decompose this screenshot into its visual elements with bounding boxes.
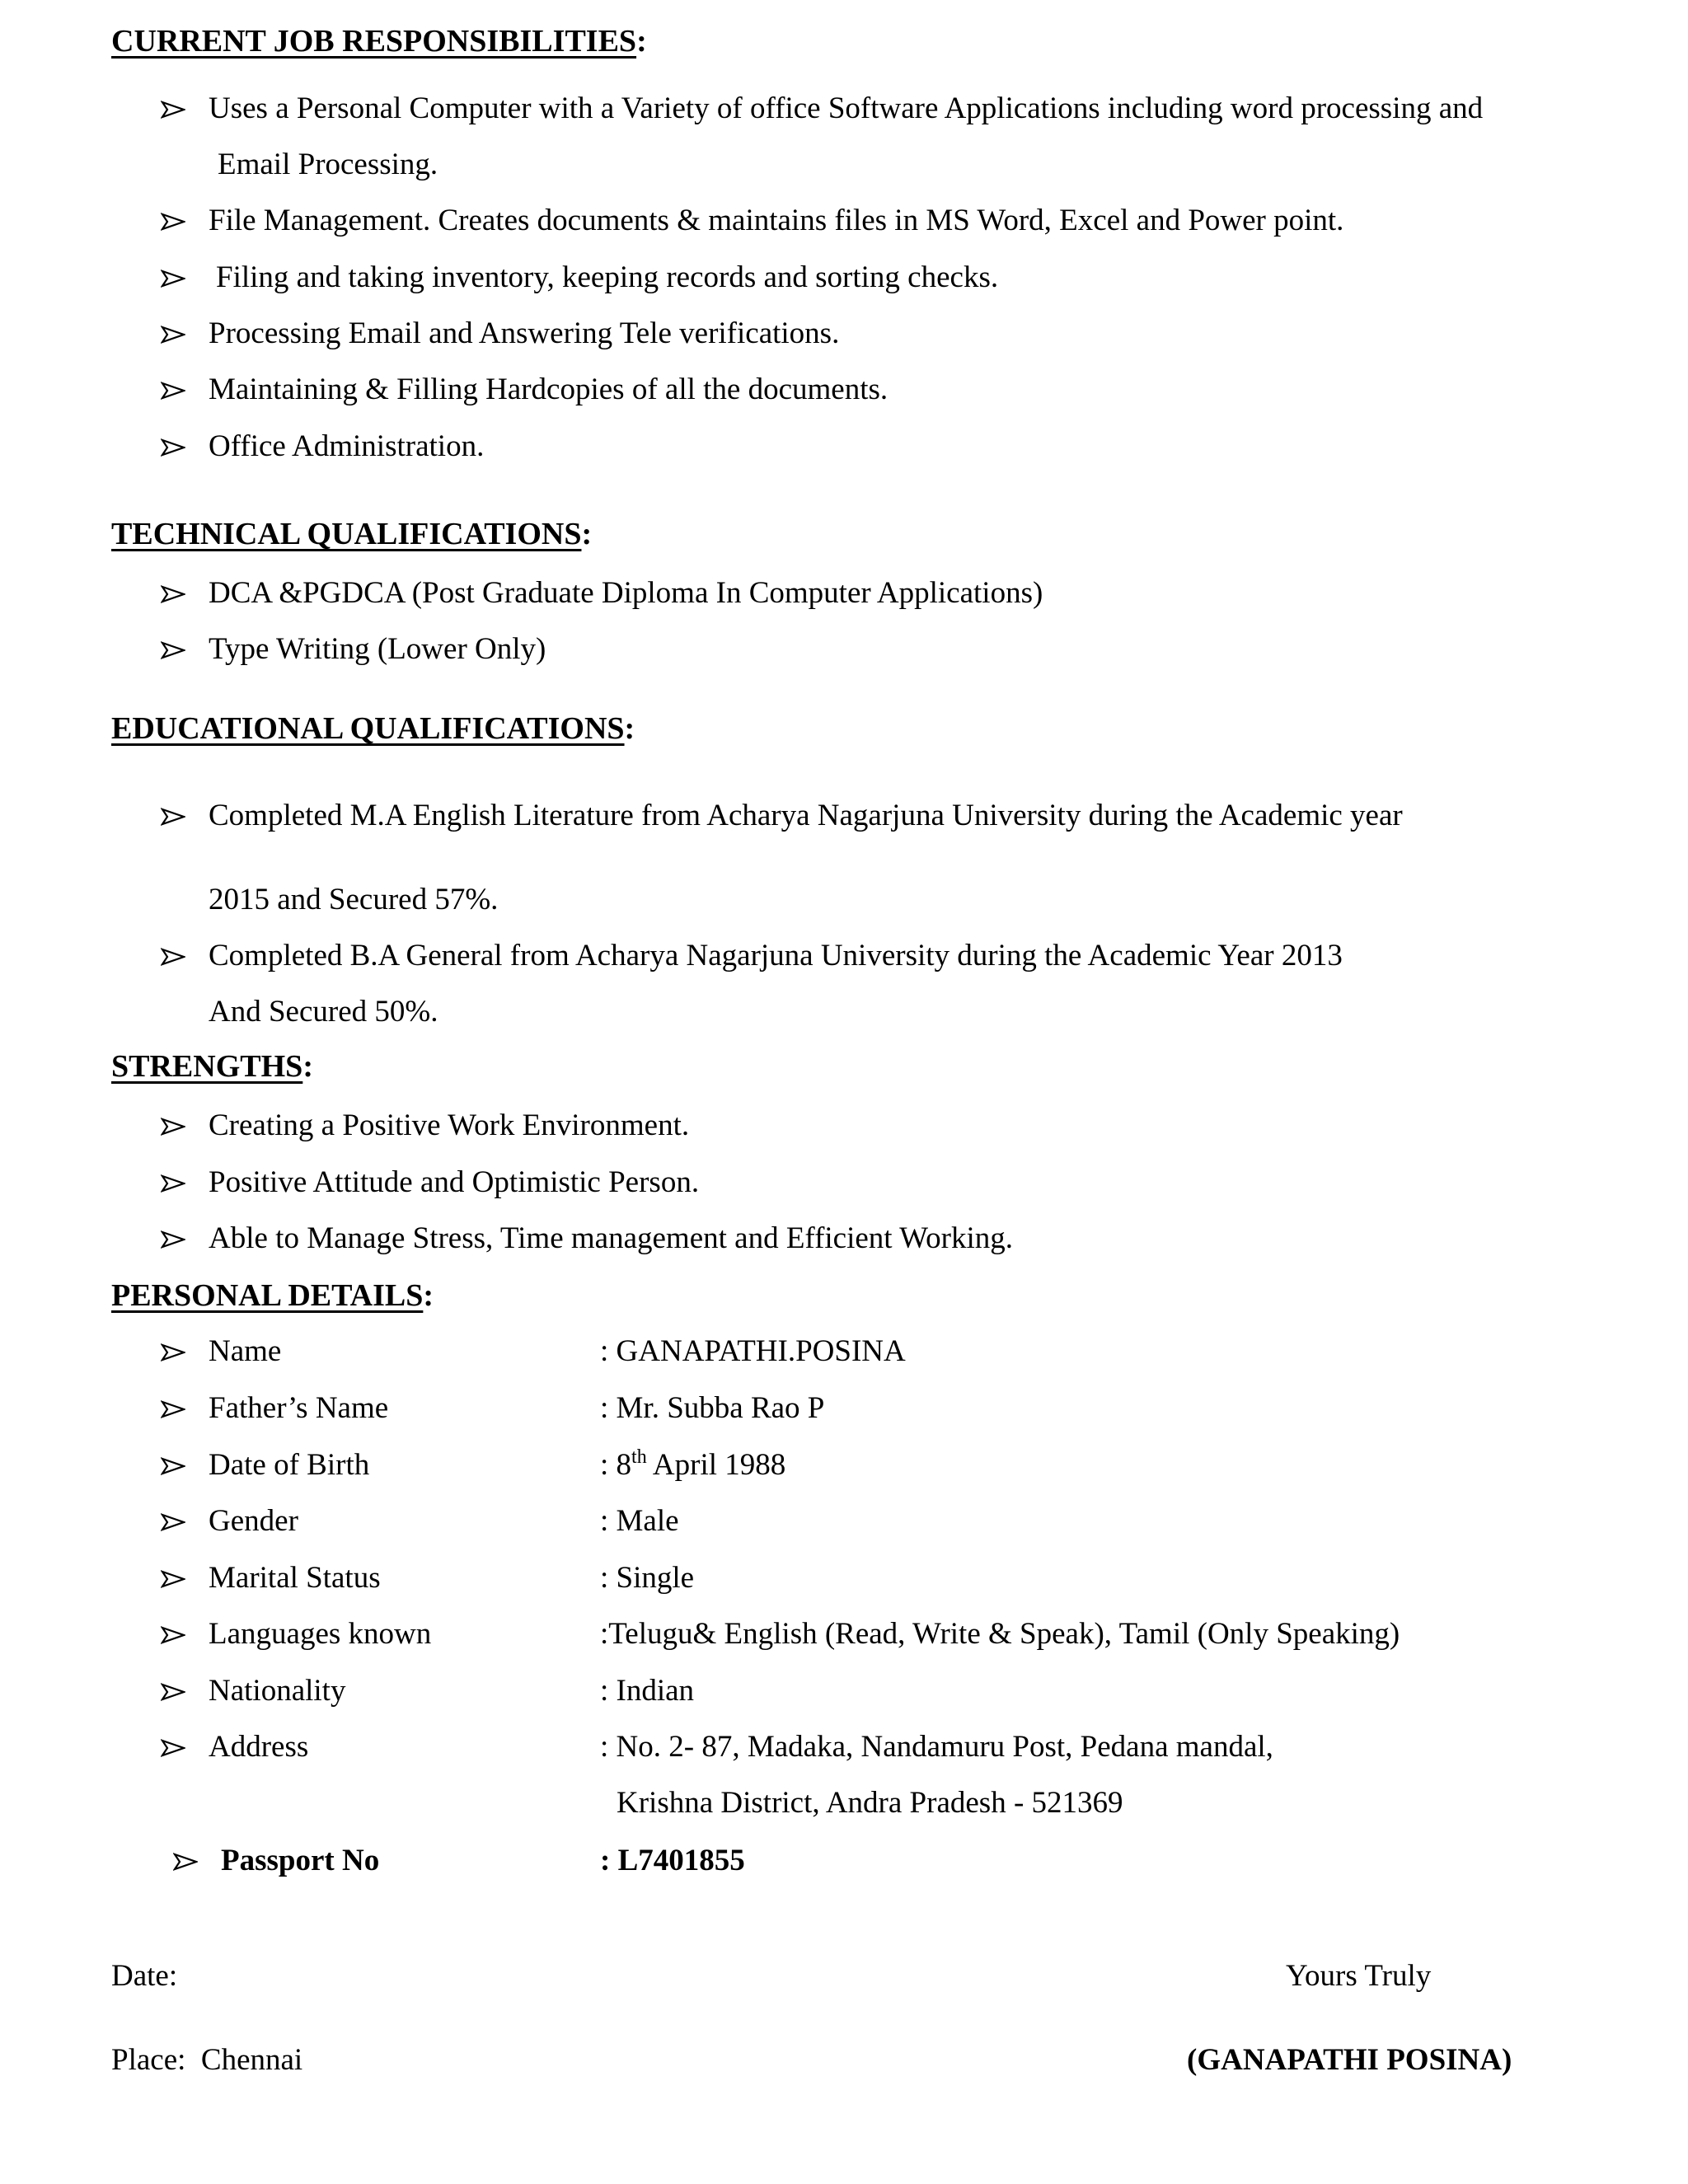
bullet-arrow-icon [161, 575, 187, 612]
bullet-arrow-icon [161, 203, 187, 239]
strengths-heading: STRENGTHS: [111, 1049, 313, 1084]
strengths-item-2: Positive Attitude and Optimistic Person. [209, 1165, 700, 1199]
bullet-arrow-icon [161, 1108, 187, 1144]
bullet-arrow-icon [161, 1165, 187, 1201]
bullet-arrow-icon [161, 1729, 187, 1765]
technical-heading: TECHNICAL QUALIFICATIONS: [111, 517, 593, 551]
personal-value-marital: : Single [600, 1561, 695, 1595]
bullet-arrow-icon [161, 1673, 187, 1709]
bullet-arrow-icon [161, 316, 187, 352]
closing-text: Yours Truly [1286, 1959, 1432, 1993]
dob-suffix: th [631, 1446, 647, 1468]
bullet-arrow-icon [161, 1390, 187, 1427]
strengths-item-3: Able to Manage Stress, Time management and Efficient Working. [209, 1221, 1013, 1255]
date-label: Date: [111, 1959, 178, 1993]
signature-name: (GANAPATHI POSINA) [1187, 2043, 1512, 2077]
strengths-item-1: Creating a Positive Work Environment. [209, 1108, 690, 1142]
education-item-2: Completed B.A General from Acharya Nagarjuna University during the Academic Year 2013 [209, 939, 1343, 972]
bullet-arrow-icon [161, 260, 187, 296]
bullet-arrow-icon [161, 1221, 187, 1257]
bullet-arrow-icon [161, 631, 187, 668]
dob-rest: April 1988 [646, 1448, 786, 1482]
bullet-arrow-icon [161, 91, 187, 127]
personal-label-marital: Marital Status [209, 1561, 381, 1595]
bullet-arrow-icon [161, 1503, 187, 1540]
personal-label-gender: Gender [209, 1504, 298, 1538]
bullet-arrow-icon [161, 938, 187, 974]
technical-item-1: DCA &PGDCA (Post Graduate Diploma In Computer Applications) [209, 576, 1043, 610]
personal-value-father: : Mr. Subba Rao P [600, 1391, 825, 1425]
bullet-arrow-icon [173, 1843, 199, 1879]
personal-value-name: : GANAPATHI.POSINA [600, 1334, 906, 1368]
bullet-arrow-icon [161, 1616, 187, 1652]
dob-day: : 8 [600, 1448, 632, 1482]
personal-value-nationality: : Indian [600, 1674, 695, 1708]
technical-item-2: Type Writing (Lower Only) [209, 632, 546, 666]
job-item-4: Processing Email and Answering Tele verifications. [209, 316, 840, 350]
education-item-1: Completed M.A English Literature from Acharya Nagarjuna University during the Academic year [209, 799, 1403, 832]
personal-label-father: Father’s Name [209, 1391, 389, 1425]
place-label: Place: [111, 2043, 186, 2077]
personal-value-languages: :Telugu& English (Read, Write & Speak), Tamil (Only Speaking) [600, 1617, 1400, 1651]
bullet-arrow-icon [161, 372, 187, 408]
personal-label-passport: Passport No [221, 1844, 380, 1877]
personal-label-name: Name [209, 1334, 282, 1368]
job-item-6: Office Administration. [209, 429, 485, 463]
personal-label-address: Address [209, 1730, 309, 1764]
personal-label-languages: Languages known [209, 1617, 432, 1651]
personal-value-passport: : L7401855 [600, 1844, 745, 1877]
job-item-5: Maintaining & Filling Hardcopies of all the documents. [209, 373, 889, 406]
education-heading: EDUCATIONAL QUALIFICATIONS: [111, 711, 635, 746]
bullet-arrow-icon [161, 1333, 187, 1370]
personal-label-dob: Date of Birth [209, 1448, 370, 1482]
job-item-1-cont: Email Processing. [218, 148, 438, 181]
bullet-arrow-icon [161, 798, 187, 834]
bullet-arrow-icon [161, 429, 187, 465]
education-item-2-cont: And Secured 50%. [209, 995, 438, 1029]
bullet-arrow-icon [161, 1447, 187, 1483]
bullet-arrow-icon [161, 1560, 187, 1596]
job-item-2: File Management. Creates documents & maintains files in MS Word, Excel and Power point. [209, 204, 1344, 237]
job-heading: CURRENT JOB RESPONSIBILITIES: [111, 24, 647, 59]
education-item-1-cont: 2015 and Secured 57%. [209, 883, 499, 916]
job-item-3: Filing and taking inventory, keeping records and sorting checks. [216, 260, 999, 294]
job-item-1: Uses a Personal Computer with a Variety of office Software Applications including word processing and [209, 91, 1484, 125]
place-value: Chennai [200, 2043, 303, 2077]
personal-value-gender: : Male [600, 1504, 679, 1538]
personal-value-address-line2: Krishna District, Andra Pradesh - 521369 [617, 1786, 1123, 1820]
personal-label-nationality: Nationality [209, 1674, 346, 1708]
personal-heading: PERSONAL DETAILS: [111, 1278, 434, 1313]
personal-value-address: : No. 2- 87, Madaka, Nandamuru Post, Pedana mandal, [600, 1730, 1273, 1764]
place-line [111, 2042, 302, 2079]
personal-value-dob [600, 1447, 785, 1483]
